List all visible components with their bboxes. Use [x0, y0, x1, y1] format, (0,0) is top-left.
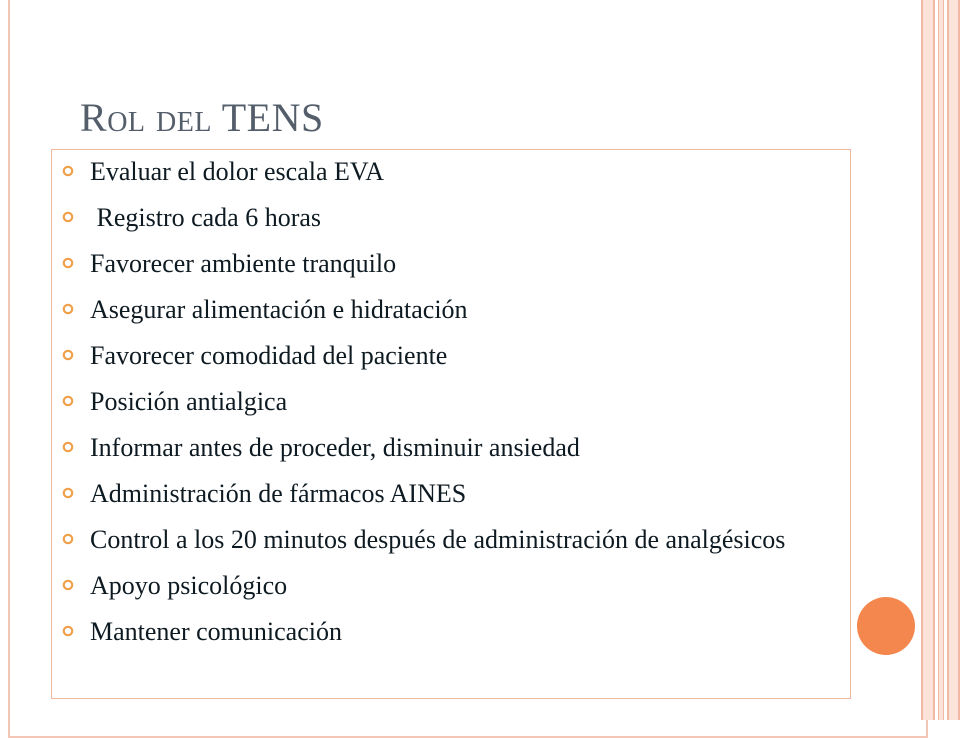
ring-bullet-icon — [62, 165, 74, 177]
bullet-text: Evaluar el dolor escala EVA — [90, 157, 385, 186]
ring-bullet-icon — [62, 257, 74, 269]
bullet-item — [52, 294, 850, 326]
bullet-text: Asegurar alimentación e hidratación — [90, 295, 468, 324]
ring-bullet-icon — [62, 395, 74, 407]
title-first-letter: R — [80, 95, 108, 140]
bullet-text: Apoyo psicológico — [90, 571, 288, 600]
bullet-item — [52, 248, 850, 280]
title-smallcaps: ol del — [107, 95, 212, 140]
ring-bullet-icon — [62, 211, 74, 223]
bullet-item — [52, 156, 850, 188]
bullet-text: Control a los 20 minutos después de administración de analgésicos — [90, 525, 786, 554]
decor-stripe-2 — [938, 0, 944, 720]
bullet-text: Informar antes de proceder, disminuir ansiedad — [90, 433, 580, 462]
ring-bullet-icon — [62, 533, 74, 545]
bullet-text: Registro cada 6 horas — [90, 203, 322, 232]
bullet-text: Mantener comunicación — [90, 617, 342, 646]
ring-bullet-icon — [62, 349, 74, 361]
slide-title — [80, 94, 324, 141]
decor-stripe-3 — [947, 0, 960, 720]
bullet-item — [52, 478, 850, 510]
accent-circle — [857, 597, 915, 655]
bullet-text: Favorecer comodidad del paciente — [90, 341, 448, 370]
bullet-item — [52, 616, 850, 648]
bullet-item — [52, 202, 850, 234]
ring-bullet-icon — [62, 487, 74, 499]
bullet-item — [52, 340, 850, 372]
ring-bullet-icon — [62, 303, 74, 315]
bullet-item — [52, 524, 850, 556]
bullet-text: Favorecer ambiente tranquilo — [90, 249, 397, 278]
decor-stripe-1 — [921, 0, 935, 720]
title-rest: TENS — [221, 95, 324, 140]
bullet-list — [52, 150, 850, 648]
ring-bullet-icon — [62, 625, 74, 637]
ring-bullet-icon — [62, 441, 74, 453]
bullet-text: Administración de fármacos AINES — [90, 479, 467, 508]
bullet-item — [52, 432, 850, 464]
bullet-text: Posición antialgica — [90, 387, 288, 416]
content-box — [51, 149, 851, 699]
ring-bullet-icon — [62, 579, 74, 591]
bullet-item — [52, 570, 850, 602]
bullet-item — [52, 386, 850, 418]
